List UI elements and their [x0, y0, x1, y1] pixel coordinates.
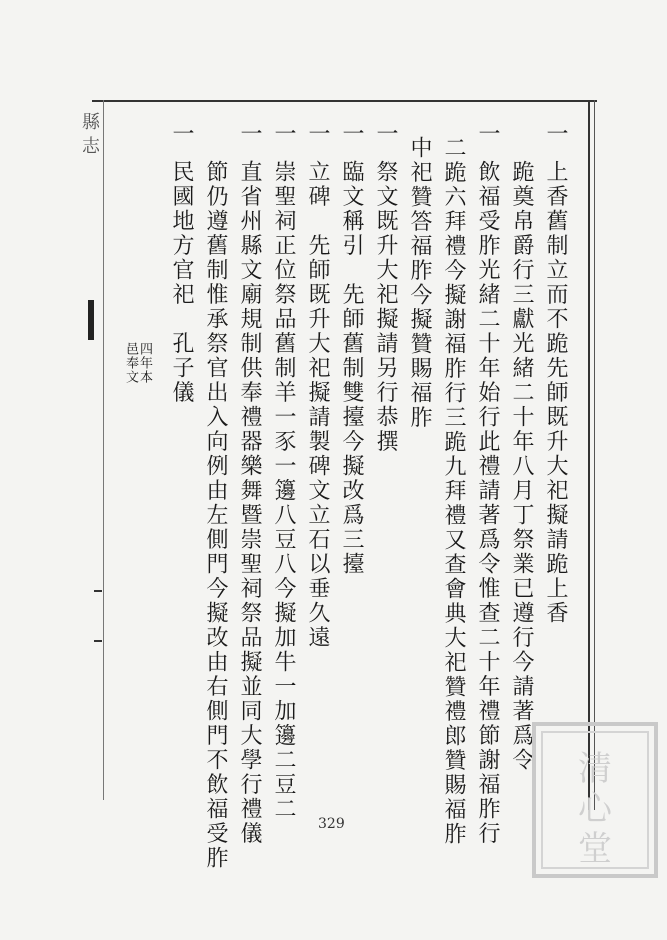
text-column-8: 立碑 先師既升大祀擬請製碑文立石以垂久遠 [305, 160, 330, 650]
text-column-1: 上香舊制立而不跪先師既升大祀擬請跪上香 [543, 160, 568, 626]
text-column-2: 跪奠帛爵行三獻光緒二十年八月丁祭業已遵行今請著爲令 [509, 160, 534, 773]
page-number: 329 [318, 816, 345, 832]
text-column-11: 節仍遵舊制惟承祭官出入向例由左側門今擬改由右側門不飲福受胙 [203, 160, 228, 871]
bullet-mark: 一 [543, 122, 568, 144]
bullet-mark: 一 [475, 122, 500, 144]
text-column-6: 祭文既升大祀擬請另行恭撰 [373, 160, 398, 454]
text-column-7: 臨文稱引 先師舊制雙擡今擬改爲三擡 [339, 160, 364, 577]
running-head: 縣志 [79, 112, 100, 160]
bullet-mark: 一 [271, 122, 296, 144]
seal-stamp [530, 720, 660, 880]
interlinear-note-b: 邑奉文 [123, 342, 138, 384]
bullet-mark: 一 [169, 122, 194, 144]
frame-right-rule [588, 100, 590, 810]
gutter-tick [94, 590, 102, 592]
gutter-tick [94, 640, 102, 642]
seal-char-1: 清 [578, 749, 612, 789]
text-column-9: 崇聖祠正位祭品舊制羊一豕一籩八豆八今擬加牛一加籩二豆二 [271, 160, 296, 822]
bullet-mark: 一 [305, 122, 330, 144]
text-column-5: 中祀贊答福胙今擬贊賜福胙 [407, 136, 432, 430]
frame-top-rule [92, 100, 597, 102]
bullet-mark: 一 [339, 122, 364, 144]
text-column-12: 民國地方官祀 孔子儀 [169, 160, 194, 405]
interlinear-note-a: 四年本 [137, 342, 152, 384]
seal-char-2: 心 [578, 789, 612, 829]
frame-right-rule-inner [594, 100, 595, 810]
seal-char-3: 堂 [578, 829, 612, 869]
text-column-4: 二跪六拜禮今擬謝福胙行三跪九拜禮又查會典大祀贊禮郎贊賜福胙 [441, 136, 466, 847]
text-column-3: 飲福受胙光緒二十年始行此禮請著爲令惟查二十年禮節謝福胙行 [475, 160, 500, 846]
bullet-mark: 一 [237, 122, 262, 144]
text-column-10: 直省州縣文廟規制供奉禮器樂舞暨崇聖祠祭品擬並同大學行禮儀 [237, 160, 262, 846]
frame-left-rule [103, 100, 104, 800]
bullet-mark: 一 [373, 122, 398, 144]
gutter-block-mark [88, 300, 94, 340]
